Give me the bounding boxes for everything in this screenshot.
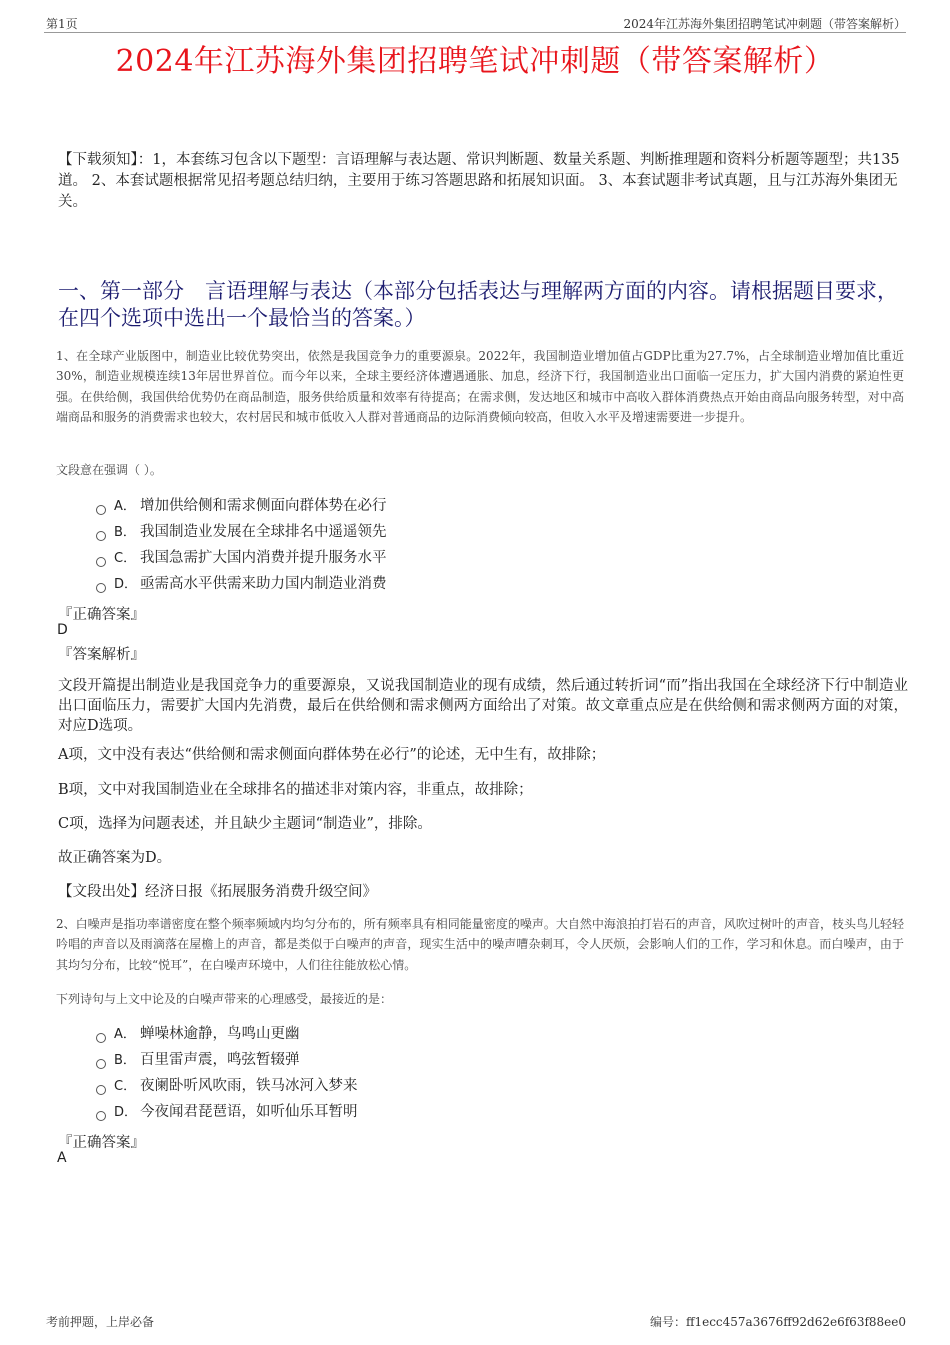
radio-icon[interactable] [96, 531, 106, 541]
question-1-prompt: 文段意在强调（ ）。 [56, 463, 162, 477]
radio-icon[interactable] [96, 1033, 106, 1043]
page-number: 第1页 [46, 17, 78, 31]
option-text: 亟需高水平供需来助力国内制造业消费 [140, 576, 387, 592]
option-letter: C． [114, 551, 137, 566]
radio-icon[interactable] [96, 557, 106, 567]
question-1-analysis-option-c: C项，选择为问题表述，并且缺少主题词“制造业”，排除。 [58, 816, 432, 832]
question-1-analysis-label: 『答案解析』 [58, 647, 145, 663]
option-text: 百里雷声震，鸣弦暂辍弹 [140, 1052, 300, 1068]
radio-icon[interactable] [96, 583, 106, 593]
question-2-option-b[interactable] [96, 1050, 300, 1071]
question-2-prompt: 下列诗句与上文中论及的白噪声带来的心理感受，最接近的是： [56, 992, 393, 1006]
question-2-option-d[interactable] [96, 1102, 358, 1123]
radio-icon[interactable] [96, 1085, 106, 1095]
radio-icon[interactable] [96, 1059, 106, 1069]
question-1-text: 1、在全球产业版图中，制造业比较优势突出，依然是我国竞争力的重要源泉。2022年，我国制造业增加值占GDP比重为27.7%，占全球制造业增加值比重近30%，制造业规模连续13年居世界首位。而今年以来，全球主要经济体遭遇通胀、加息，经济下行，我国制造业出口面临一定压力，扩大国内消费的紧迫性更强。在供给侧，我国供给优势仍在商品制造，服务供给质量和效率有待提高；在需求侧，发达地区和城市中高收入群体消费热点开始由商品向服务转型，对中高端商品和服务的消费需求也较大，农村居民和城市低收入人群对普通商品的边际消费倾向较高，但收入水平及增速需要进一步提升。 [56, 349, 904, 424]
section-heading: 一、第一部分 言语理解与表达（本部分包括表达与理解两方面的内容。请根据题目要求，在四个选项中选出一个最恰当的答案。） [58, 279, 898, 330]
header-divider [44, 32, 906, 33]
option-letter: A． [114, 1027, 136, 1042]
footer-slogan: 考前押题，上岸必备 [46, 1315, 155, 1329]
radio-icon[interactable] [96, 505, 106, 515]
option-letter: A． [114, 499, 136, 514]
question-1-option-b[interactable] [96, 522, 387, 543]
question-1-option-a[interactable] [96, 496, 387, 517]
option-text: 我国制造业发展在全球排名中遥遥领先 [140, 524, 387, 540]
question-2-option-a[interactable] [96, 1024, 300, 1045]
option-letter: B． [114, 525, 136, 540]
question-2-answer-label: 『正确答案』 [58, 1135, 145, 1151]
question-1-answer: D [57, 622, 68, 638]
question-1-analysis-option-b: B项，文中对我国制造业在全球排名的描述非对策内容，非重点，故排除； [58, 782, 533, 798]
question-2-text: 2、白噪声是指功率谱密度在整个频率频域内均匀分布的，所有频率具有相同能量密度的噪声。大自然中海浪拍打岩石的声音，风吹过树叶的声音，枝头鸟儿轻轻吟唱的声音以及雨滴落在屋檐上的声音，都是类似于白噪声的声音，现实生活中的噪声嘈杂刺耳，令人厌烦，会影响人们的工作，学习和休息。而白噪声，由于其均匀分布，比较“悦耳”，在白噪声环境中，人们往往能放松心情。 [56, 917, 904, 972]
question-1-answer-label: 『正确答案』 [58, 607, 145, 623]
option-text: 夜阑卧听风吹雨，铁马冰河入梦来 [140, 1078, 358, 1094]
option-text: 我国急需扩大国内消费并提升服务水平 [140, 550, 387, 566]
question-1-analysis-para: 文段开篇提出制造业是我国竞争力的重要源泉，又说我国制造业的现有成绩，然后通过转折词“而”指出我国在全球经济下行中制造业出口面临压力，需要扩大国内先消费，最后在供给侧和需求侧两方面给出了对策。故文章重点应是在供给侧和需求侧两方面的对策，对应D选项。 [58, 678, 908, 734]
page-title: 2024年江苏海外集团招聘笔试冲刺题（带答案解析） [115, 44, 835, 79]
running-header-title: 2024年江苏海外集团招聘笔试冲刺题（带答案解析） [623, 17, 906, 31]
footer-document-id: 编号：ff1ecc457a3676ff92d62e6f63f88ee0 [649, 1315, 906, 1329]
option-letter: C． [114, 1079, 137, 1094]
radio-icon[interactable] [96, 1111, 106, 1121]
question-2-option-c[interactable] [96, 1076, 358, 1097]
question-1-option-d[interactable] [96, 574, 387, 595]
option-letter: D． [114, 1105, 138, 1120]
option-text: 蝉噪林逾静，鸟鸣山更幽 [140, 1026, 300, 1042]
option-text: 今夜闻君琵琶语，如听仙乐耳暂明 [140, 1104, 358, 1120]
download-notice: 【下载须知】：1，本套练习包含以下题型：言语理解与表达题、常识判断题、数量关系题、判断推理题和资料分析题等题型；共135道。 2、本套试题根据常见招考题总结归纳，主要用于练习答题思路和拓展知识面。 3、本套试题非考试真题，且与江苏海外集团无关。 [58, 152, 900, 210]
question-1-analysis-option-a: A项，文中没有表达“供给侧和需求侧面向群体势在必行”的论述，无中生有，故排除； [58, 747, 606, 763]
question-1-option-c[interactable] [96, 548, 387, 569]
option-letter: D． [114, 577, 138, 592]
question-1-source: 【文段出处】经济日报《拓展服务消费升级空间》 [58, 884, 377, 900]
question-1-analysis-conclusion: 故正确答案为D。 [58, 850, 172, 866]
option-text: 增加供给侧和需求侧面向群体势在必行 [140, 498, 387, 514]
question-2-answer: A [57, 1150, 67, 1166]
option-letter: B． [114, 1053, 136, 1068]
